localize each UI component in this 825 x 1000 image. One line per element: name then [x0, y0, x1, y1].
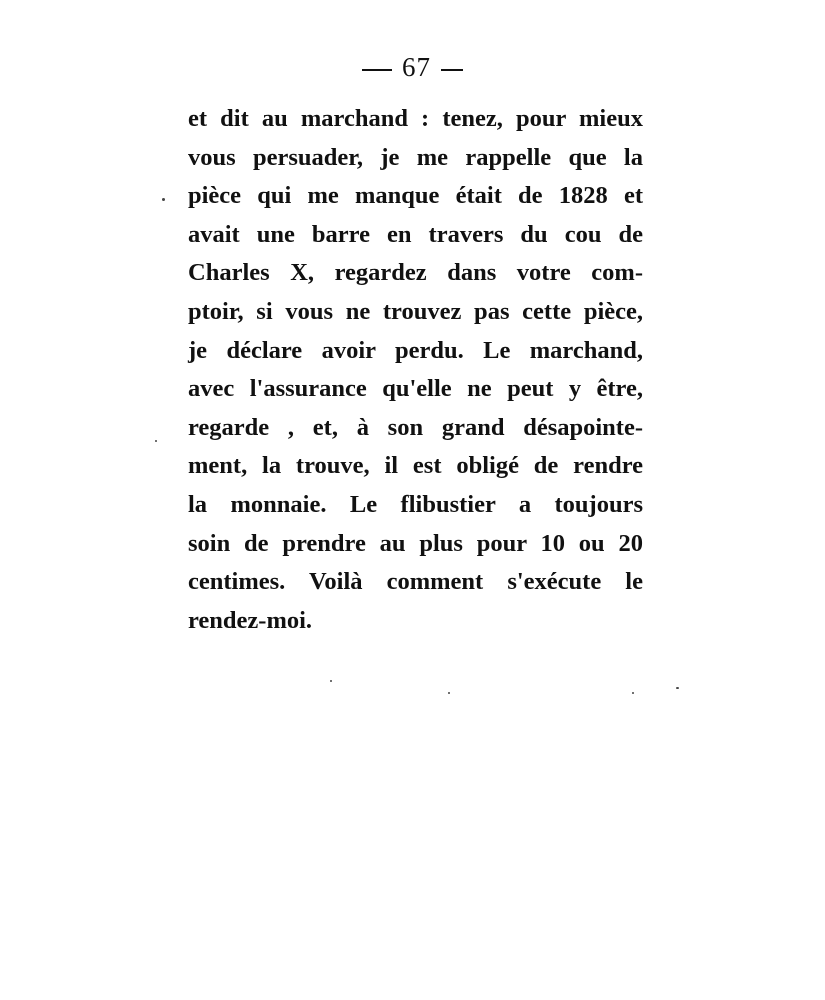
header-dash-left — [362, 69, 392, 71]
text-line: Charles X, regardez dans votre com- — [188, 259, 643, 287]
text-line: soin de prendre au plus pour 10 ou 20 — [188, 529, 643, 557]
text-line: la monnaie. Le flibustier a toujours — [188, 490, 643, 518]
scan-speck — [676, 687, 679, 689]
scan-speck — [632, 692, 634, 694]
text-line-last: rendez-moi. — [188, 606, 313, 634]
scan-speck — [330, 680, 332, 682]
page-header — [0, 52, 825, 83]
text-line: et dit au marchand : tenez, pour mieux — [188, 105, 643, 132]
text-line: avait une barre en travers du cou de — [188, 220, 643, 248]
scan-speck — [448, 692, 450, 694]
page-number: 67 — [402, 52, 431, 82]
text-line: ment, la trouve, il est obligé de rendre — [188, 452, 643, 480]
text-line: pièce qui me manque était de 1828 et — [188, 182, 643, 210]
text-line: vous persuader, je me rappelle que la — [188, 143, 643, 171]
scan-speck — [162, 198, 165, 201]
text-line: centimes. Voilà comment s'exécute le — [188, 568, 643, 596]
text-line: je déclare avoir perdu. Le marchand, — [188, 336, 643, 364]
text-line: ptoir, si vous ne trouvez pas cette pièce, — [188, 297, 643, 325]
text-line: regarde , et, à son grand désapointe- — [188, 413, 643, 441]
header-dash-right — [441, 69, 463, 71]
body-paragraph — [188, 100, 643, 640]
scan-speck — [155, 440, 157, 442]
text-line: avec l'assurance qu'elle ne peut y être, — [188, 375, 643, 403]
